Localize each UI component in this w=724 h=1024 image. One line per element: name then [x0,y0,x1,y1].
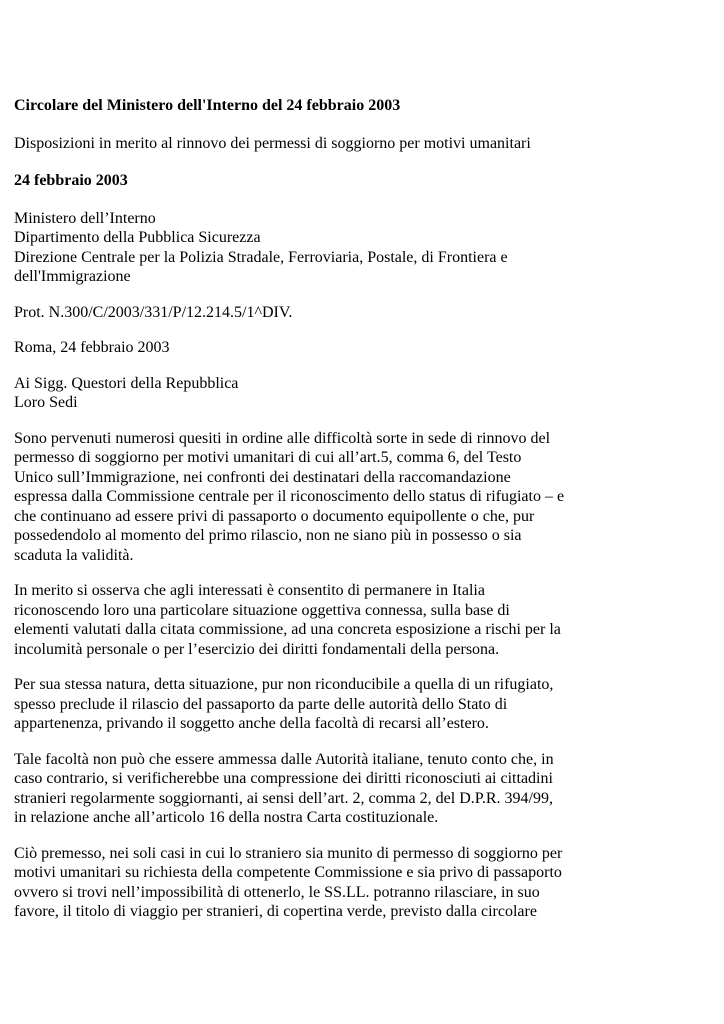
paragraph-line: appartenenza, privando il soggetto anche della facoltà di recarsi all’estero. [14,715,489,732]
paragraph-line: In merito si osserva che agli interessati è consentito di permanere in Italia [14,582,485,599]
paragraph-line: espressa dalla Commissione centrale per il riconoscimento dello status di rifugiato – e [14,488,565,505]
paragraph-line: ovvero si trovi nell’impossibilità di ottenerlo, le SS.LL. potranno rilasciare, in suo [14,883,540,901]
paragraph-line: in relazione anche all’articolo 16 della nostra Carta costituzionale. [14,809,439,826]
paragraph-line: elementi valutati dalla citata commissione, ad una concreta esposizione a rischi per la [14,621,561,638]
document-date: 24 febbraio 2003 [14,172,128,189]
recipient-line: Ai Sigg. Questori della Repubblica [14,374,239,392]
paragraph-line: possedendolo al momento del primo rilascio, non ne siano più in possesso o sia [14,527,522,544]
document-title: Circolare del Ministero dell'Interno del 24 febbraio 2003 [14,97,401,114]
paragraph-line: permesso di soggiorno per motivi umanitari di cui all’art.5, comma 6, del Testo [14,449,522,466]
recipients-block [14,374,614,413]
paragraph-line: spesso preclude il rilascio del passaporto da parte delle autorità dello Stato di [14,695,508,713]
sender-line: dell'Immigrazione [14,268,131,285]
body-paragraph-1 [14,429,614,566]
document-page [14,96,614,938]
sender-line: Direzione Centrale per la Polizia Stradale, Ferroviaria, Postale, di Frontiera e [14,248,508,266]
paragraph-line: che continuano ad essere privi di passaporto o documento equipollente o che, pur [14,507,535,525]
paragraph-line: stranieri regolarmente soggiornanti, ai sensi dell’art. 2, comma 2, del D.P.R. 394/99, [14,789,553,807]
paragraph-line: Sono pervenuti numerosi quesiti in ordine alle difficoltà sorte in sede di rinnovo del [14,429,551,447]
place-date: Roma, 24 febbraio 2003 [14,339,170,356]
paragraph-line: riconoscendo loro una particolare situazione oggettiva connessa, sulla base di [14,601,510,619]
body-paragraph-2 [14,581,614,659]
body-paragraph-3 [14,675,614,734]
paragraph-line: Ciò premesso, nei soli casi in cui lo straniero sia munito di permesso di soggiorno per [14,844,563,862]
body-paragraph-4 [14,750,614,828]
paragraph-line: caso contrario, si verificherebbe una compressione dei diritti riconosciuti ai cittadini [14,770,553,787]
document-subtitle: Disposizioni in merito al rinnovo dei permessi di soggiorno per motivi umanitari [14,134,531,152]
protocol-number: Prot. N.300/C/2003/331/P/12.214.5/1^DIV. [14,303,293,321]
paragraph-line: motivi umanitari su richiesta della competente Commissione e sia privo di passaporto [14,864,562,881]
body-paragraph-5 [14,844,614,922]
paragraph-line: Unico sull’Immigrazione, nei confronti dei destinatari della raccomandazione [14,468,511,486]
paragraph-line: Per sua stessa natura, detta situazione, pur non riconducibile a quella di un rifugiato, [14,676,554,693]
paragraph-line: favore, il titolo di viaggio per stranieri, di copertina verde, previsto dalla circolare [14,903,537,920]
paragraph-line: scaduta la validità. [14,546,134,564]
sender-line: Dipartimento della Pubblica Sicurezza [14,229,261,246]
sender-line: Ministero dell’Interno [14,209,156,227]
sender-block [14,209,614,287]
paragraph-line: Tale facoltà non può che essere ammessa dalle Autorità italiane, tenuto conto che, in [14,750,554,768]
recipient-line: Loro Sedi [14,394,78,411]
paragraph-line: incolumità personale o per l’esercizio dei diritti fondamentali della persona. [14,640,500,658]
